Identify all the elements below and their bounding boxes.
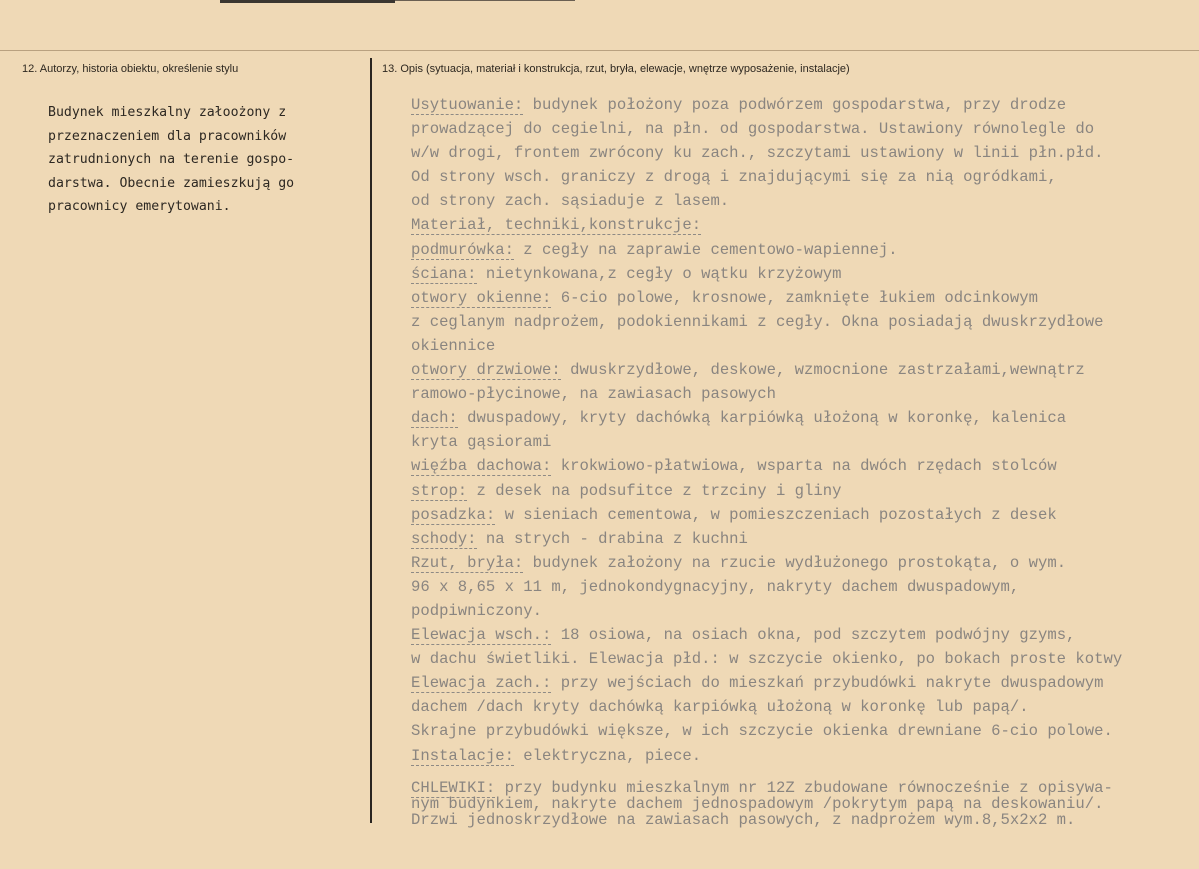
top-edge-line: [220, 0, 395, 3]
line-text: ramowo-płycinowe, na zawiasach pasowych: [411, 385, 776, 404]
text-line: [411, 551, 1191, 575]
text-line: przeznaczeniem dla pracowników: [48, 128, 287, 144]
text-line: [411, 503, 1191, 527]
line-text: kryta gąsiorami: [411, 433, 552, 452]
line-text: dachem /dach kryty dachówką karpiówką ułożoną w koronkę lub papą/.: [411, 698, 1029, 717]
heading-underlined: ściana:: [411, 264, 477, 283]
text-line: darstwa. Obecnie zamieszkują go: [48, 175, 295, 191]
heading-underlined: dach:: [411, 409, 458, 428]
line-text: Skrajne przybudówki większe, w ich szczycie okienka drewniane 6-cio polowe.: [411, 722, 1113, 741]
heading-underlined: Materiał, techniki,konstrukcje:: [411, 216, 702, 235]
heading-underlined: otwory drzwiowe:: [411, 361, 561, 380]
line-text: elektryczna, piece.: [513, 746, 702, 765]
line-text: prowadzącej do cegielni, na płn. od gospodarstwa. Ustawiony równolegle do: [411, 120, 1095, 139]
heading-underlined: podmurówka:: [411, 240, 514, 259]
text-line: [411, 527, 1191, 551]
text-line: [411, 647, 1191, 671]
text-line: [411, 334, 1191, 358]
heading-underlined: schody:: [411, 529, 477, 548]
text-line: [411, 780, 1191, 796]
text-line: [411, 454, 1191, 478]
line-text: w/w drogi, frontem zwrócony ku zach., szczytami ustawiony w linii płn.płd.: [411, 144, 1104, 163]
line-text: nietynkowana,z cegły o wątku krzyżowym: [476, 264, 842, 283]
top-edge-line-thin: [395, 0, 575, 1]
text-line: zatrudnionych na terenie gospo-: [48, 152, 295, 167]
header-rule: [0, 50, 1199, 51]
section-13-label: 13. Opis (sytuacja, materiał i konstrukcja, rzut, bryła, elewacje, wnętrze wyposażenie, instalacje): [382, 63, 850, 75]
heading-underlined: strop:: [411, 481, 468, 500]
line-text: w sieniach cementowa, w pomieszczeniach pozostałych z desek: [495, 505, 1057, 524]
heading-underlined: otwory okienne:: [411, 288, 552, 307]
heading-underlined: posadzka:: [411, 505, 496, 524]
section-12-label: 12. Autorzy, historia obiektu, określenie stylu: [22, 63, 239, 75]
text-line: [411, 812, 1191, 828]
text-line: pracownicy emerytowani.: [48, 199, 231, 214]
authors-history-text: [48, 101, 368, 219]
line-text: podpiwniczony.: [411, 601, 543, 620]
text-line: [411, 382, 1191, 406]
text-line: [411, 141, 1191, 165]
text-line: [411, 93, 1191, 117]
text-line: [411, 358, 1191, 382]
text-line: [411, 695, 1191, 719]
column-divider: [370, 58, 372, 823]
line-text: budynek położony poza podwórzem gospodarstwa, przy drodze: [523, 96, 1067, 114]
line-text: Drzwi jednoskrzydłowe na zawiasach pasowych, z nadprożem wym.8,5x2x2 m.: [411, 810, 1076, 829]
line-text: w dachu świetliki. Elewacja płd.: w szczycie okienko, po bokach proste kotwy: [411, 650, 1123, 669]
line-text: przy budynku mieszkalnym nr 12Z zbudowane równocześnie z opisywa-: [495, 778, 1113, 797]
line-text: krokwiowo-płatwiowa, wsparta na dwóch rzędach stolców: [551, 457, 1057, 476]
heading-underlined: Elewacja wsch.:: [411, 626, 552, 645]
line-text: nym budynkiem, nakryte dachem jednospadowym /pokrytym papą na deskowaniu/.: [411, 794, 1104, 813]
text-line: [411, 286, 1191, 310]
line-text: na strych - drabina z kuchni: [476, 529, 748, 548]
heading-underlined: CHLEWIKI:: [411, 778, 496, 797]
line-text: z ceglanym nadprożem, podokiennikami z cegły. Okna posiadają dwuskrzydłowe: [411, 312, 1104, 331]
description-text: [411, 93, 1191, 828]
line-text: Od strony wsch. graniczy z drogą i znajdującymi się za nią ogródkami,: [411, 168, 1057, 187]
text-line: [411, 165, 1191, 189]
line-text: 18 osiowa, na osiach okna, pod szczytem podwójny gzyms,: [551, 626, 1076, 645]
text-line: [411, 430, 1191, 454]
text-line: [411, 406, 1191, 430]
line-text: 96 x 8,65 x 11 m, jednokondygnacyjny, nakryty dachem dwuspadowym,: [411, 577, 1020, 596]
text-line: Budynek mieszkalny załoożony z: [48, 105, 287, 120]
text-line: [411, 599, 1191, 623]
line-text: przy wejściach do mieszkań przybudówki nakryte dwuspadowym: [551, 674, 1104, 693]
line-text: dwuskrzydłowe, deskowe, wzmocnione zastrzałami,wewnątrz: [560, 361, 1085, 380]
heading-underlined: Rzut, bryła:: [411, 553, 524, 572]
text-line: [411, 719, 1191, 743]
text-line: [411, 238, 1191, 262]
text-line: [411, 213, 1191, 237]
text-line: [411, 262, 1191, 286]
line-text: z cegły na zaprawie cementowo-wapiennej.: [513, 240, 898, 259]
heading-underlined: Elewacja zach.:: [411, 674, 552, 693]
line-text: dwuspadowy, kryty dachówką karpiówką ułożoną w koronkę, kalenica: [457, 409, 1067, 428]
line-text: budynek założony na rzucie wydłużonego prostokąta, o wym.: [523, 553, 1067, 572]
line-text: z desek na podsufitce z trzciny i gliny: [467, 481, 842, 500]
text-line: [411, 117, 1191, 141]
text-line: [411, 575, 1191, 599]
line-text: 6-cio polowe, krosnowe, zamknięte łukiem odcinkowym: [551, 288, 1038, 307]
text-line: [411, 189, 1191, 213]
text-line: [411, 310, 1191, 334]
text-line: [411, 671, 1191, 695]
text-line: [411, 479, 1191, 503]
line-text: okiennice: [411, 336, 496, 355]
text-line: [411, 796, 1191, 812]
text-line: [411, 623, 1191, 647]
heading-underlined: więźba dachowa:: [411, 457, 552, 476]
text-line: [411, 744, 1191, 768]
heading-underlined: Instalacje:: [411, 746, 514, 765]
heading-underlined: Usytuowanie:: [411, 96, 524, 114]
line-text: od strony zach. sąsiaduje z lasem.: [411, 192, 730, 211]
